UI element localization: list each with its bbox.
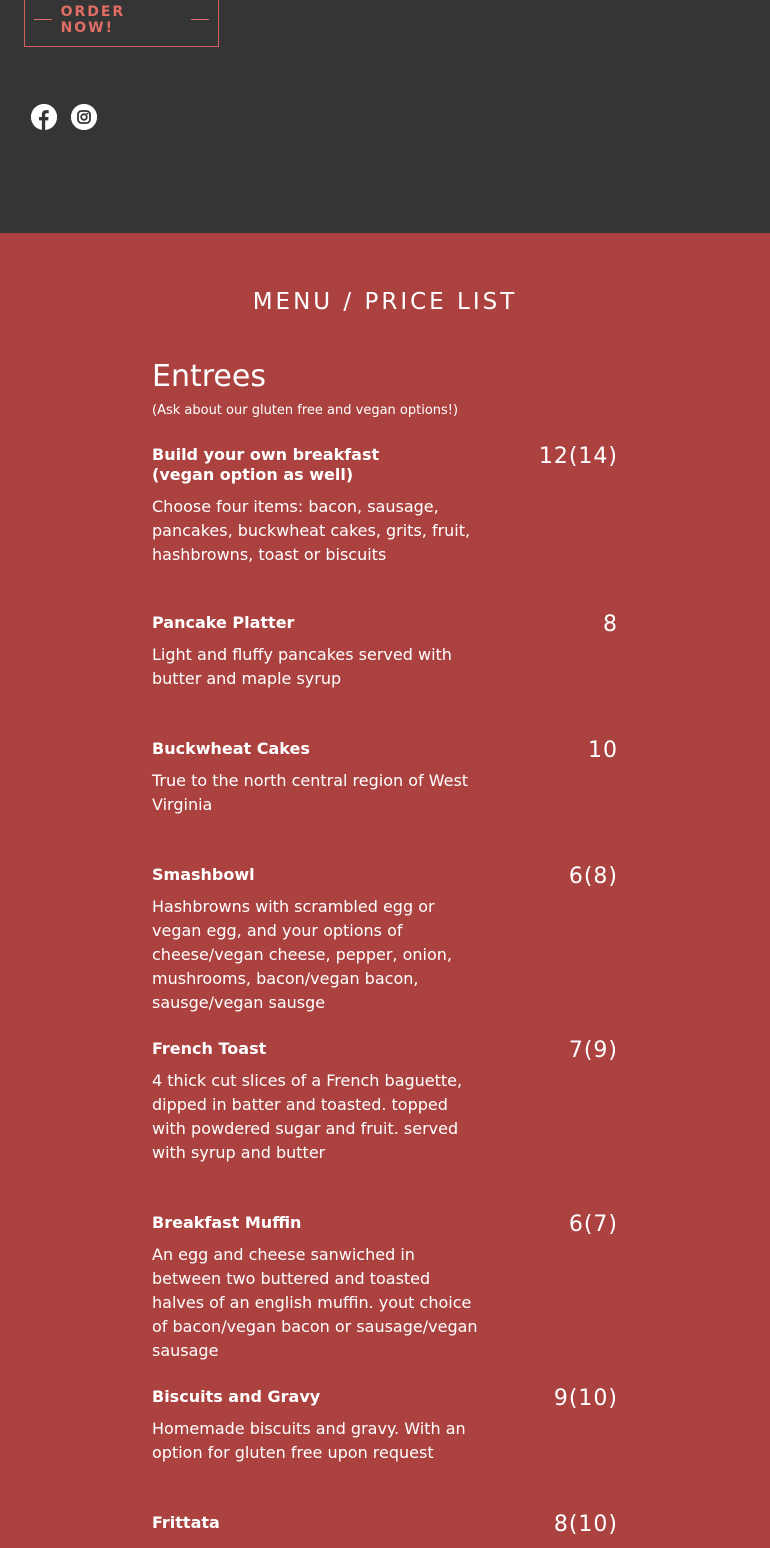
item-name: Build your own breakfast (vegan option as well)	[152, 445, 380, 484]
item-price: 10	[588, 738, 618, 763]
item-price: 6(8)	[568, 864, 618, 889]
item-price: 8	[603, 612, 618, 637]
item-price: 7(9)	[568, 1038, 618, 1063]
item-name: Buckwheat Cakes	[152, 739, 310, 758]
item-description: Hashbrowns with scrambled egg or vegan egg, and your options of cheese/vegan cheese, pepper, onion, mushrooms, bacon/vegan bacon, sausge/vegan sausge	[152, 897, 452, 1012]
instagram-link[interactable]	[71, 104, 97, 130]
instagram-icon	[71, 104, 97, 130]
section-note: (Ask about our gluten free and vegan options!)	[152, 403, 459, 418]
facebook-icon	[31, 104, 57, 130]
item-description: True to the north central region of West Virginia	[152, 771, 469, 814]
item-description: Homemade biscuits and gravy. With an option for gluten free upon request	[152, 1419, 466, 1462]
item-name: Breakfast Muffin	[152, 1213, 302, 1232]
menu-section	[0, 233, 770, 1548]
facebook-link[interactable]	[31, 104, 57, 130]
item-name: Frittata	[152, 1513, 220, 1532]
item-name: Biscuits and Gravy	[152, 1387, 321, 1406]
item-price: 12(14)	[538, 444, 618, 469]
order-now-label: ORDER NOW!	[60, 3, 126, 36]
item-price: 8(10)	[553, 1512, 618, 1537]
item-description: Choose four items: bacon, sausage, pancakes, buckwheat cakes, grits, fruit, hashbrowns, toast or biscuits	[152, 497, 471, 564]
menu-title: MENU / PRICE LIST	[252, 289, 518, 315]
item-description: 4 thick cut slices of a French baguette, dipped in batter and toasted. topped with powdered sugar and fruit. served with syrup and butter	[152, 1071, 463, 1162]
item-name: Pancake Platter	[152, 613, 295, 632]
dash-decoration	[34, 19, 52, 20]
item-price: 9(10)	[553, 1386, 618, 1411]
item-name: Smashbowl	[152, 865, 255, 884]
header-section	[0, 0, 770, 233]
item-name: French Toast	[152, 1039, 267, 1058]
item-price: 6(7)	[568, 1212, 618, 1237]
order-now-button[interactable]	[24, 0, 219, 47]
item-description: An egg and cheese sanwiched in between two buttered and toasted halves of an english muffin. yout choice of bacon/vegan bacon or sausage/vegan sausage	[152, 1245, 478, 1360]
social-links	[31, 104, 97, 130]
item-description: Light and fluffy pancakes served with butter and maple syrup	[152, 645, 452, 688]
dash-decoration	[191, 19, 209, 20]
section-title: Entrees	[152, 359, 266, 394]
